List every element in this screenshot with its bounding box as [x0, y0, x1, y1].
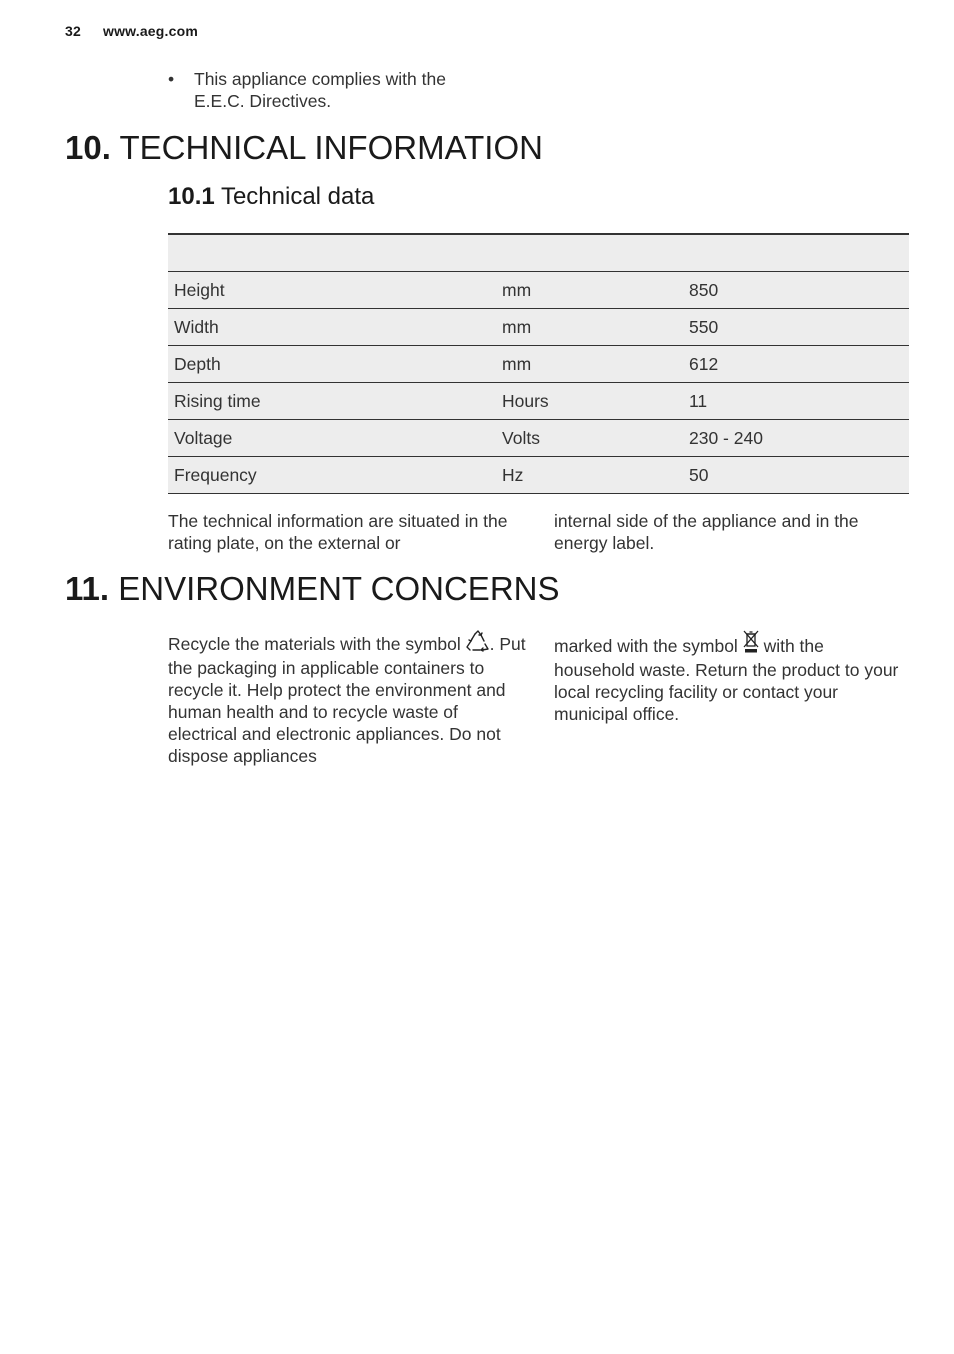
- subsection-10-1-title: Technical data: [220, 183, 375, 210]
- row-label: Width: [168, 309, 496, 346]
- environment-text-left: [168, 630, 528, 767]
- section-10-heading: [65, 128, 543, 168]
- table-row: [168, 346, 909, 383]
- section-11-heading: [65, 569, 560, 609]
- subsection-10-1-number: 10.1: [168, 183, 215, 210]
- table-row: [168, 420, 909, 457]
- row-value: 11: [683, 383, 909, 420]
- compliance-bullet: [168, 68, 498, 112]
- environment-left-part2: . Put the packaging in applicable containers to recycle it. Help protect the environment and human health and to recycle waste of electrical and electronic appliances. Do not dispose appliances: [168, 634, 526, 766]
- environment-text-right: [554, 630, 904, 725]
- row-unit: mm: [496, 309, 683, 346]
- row-label: Rising time: [168, 383, 496, 420]
- table-header-cell: [168, 234, 496, 272]
- row-value: 50: [683, 457, 909, 494]
- bullet-text: This appliance complies with the E.E.C. Directives.: [194, 69, 446, 111]
- table-row: [168, 457, 909, 494]
- crossed-bin-icon: [743, 630, 759, 659]
- environment-right-part1: marked with the symbol: [554, 636, 738, 656]
- section-10-title: TECHNICAL INFORMATION: [119, 129, 543, 166]
- section-11-title: ENVIRONMENT CONCERNS: [118, 570, 560, 607]
- bullet-dot: •: [168, 69, 175, 89]
- website-link[interactable]: www.aeg.com: [102, 23, 199, 39]
- subsection-10-1-heading: [168, 182, 374, 212]
- table-row: [168, 309, 909, 346]
- table-header-cell: [496, 234, 683, 272]
- table-header-row: [168, 234, 909, 272]
- row-label: Voltage: [168, 420, 496, 457]
- page-header: [65, 23, 198, 39]
- table-header-cell: [683, 234, 909, 272]
- row-unit: Volts: [496, 420, 683, 457]
- row-label: Depth: [168, 346, 496, 383]
- table-row: [168, 272, 909, 309]
- row-value: 850: [683, 272, 909, 309]
- table-row: [168, 383, 909, 420]
- row-unit: mm: [496, 272, 683, 309]
- environment-right-part2: with the household waste. Return the product to your local recycling facility or contact your municipal office.: [554, 636, 899, 724]
- row-value: 230 - 240: [683, 420, 909, 457]
- technical-data-table: [168, 233, 909, 494]
- technical-note-right: internal side of the appliance and in the energy label.: [554, 511, 859, 553]
- row-label: Height: [168, 272, 496, 309]
- section-10-number: 10.: [65, 129, 111, 166]
- environment-left-part1: Recycle the materials with the symbol: [168, 634, 461, 654]
- row-label: Frequency: [168, 457, 496, 494]
- row-value: 550: [683, 309, 909, 346]
- page-number: 32: [65, 23, 81, 39]
- technical-note-left: The technical information are situated in the rating plate, on the external or: [168, 511, 508, 553]
- row-unit: Hz: [496, 457, 683, 494]
- row-value: 612: [683, 346, 909, 383]
- section-11-number: 11.: [65, 570, 110, 607]
- row-unit: Hours: [496, 383, 683, 420]
- row-unit: mm: [496, 346, 683, 383]
- recycle-icon: [466, 630, 490, 657]
